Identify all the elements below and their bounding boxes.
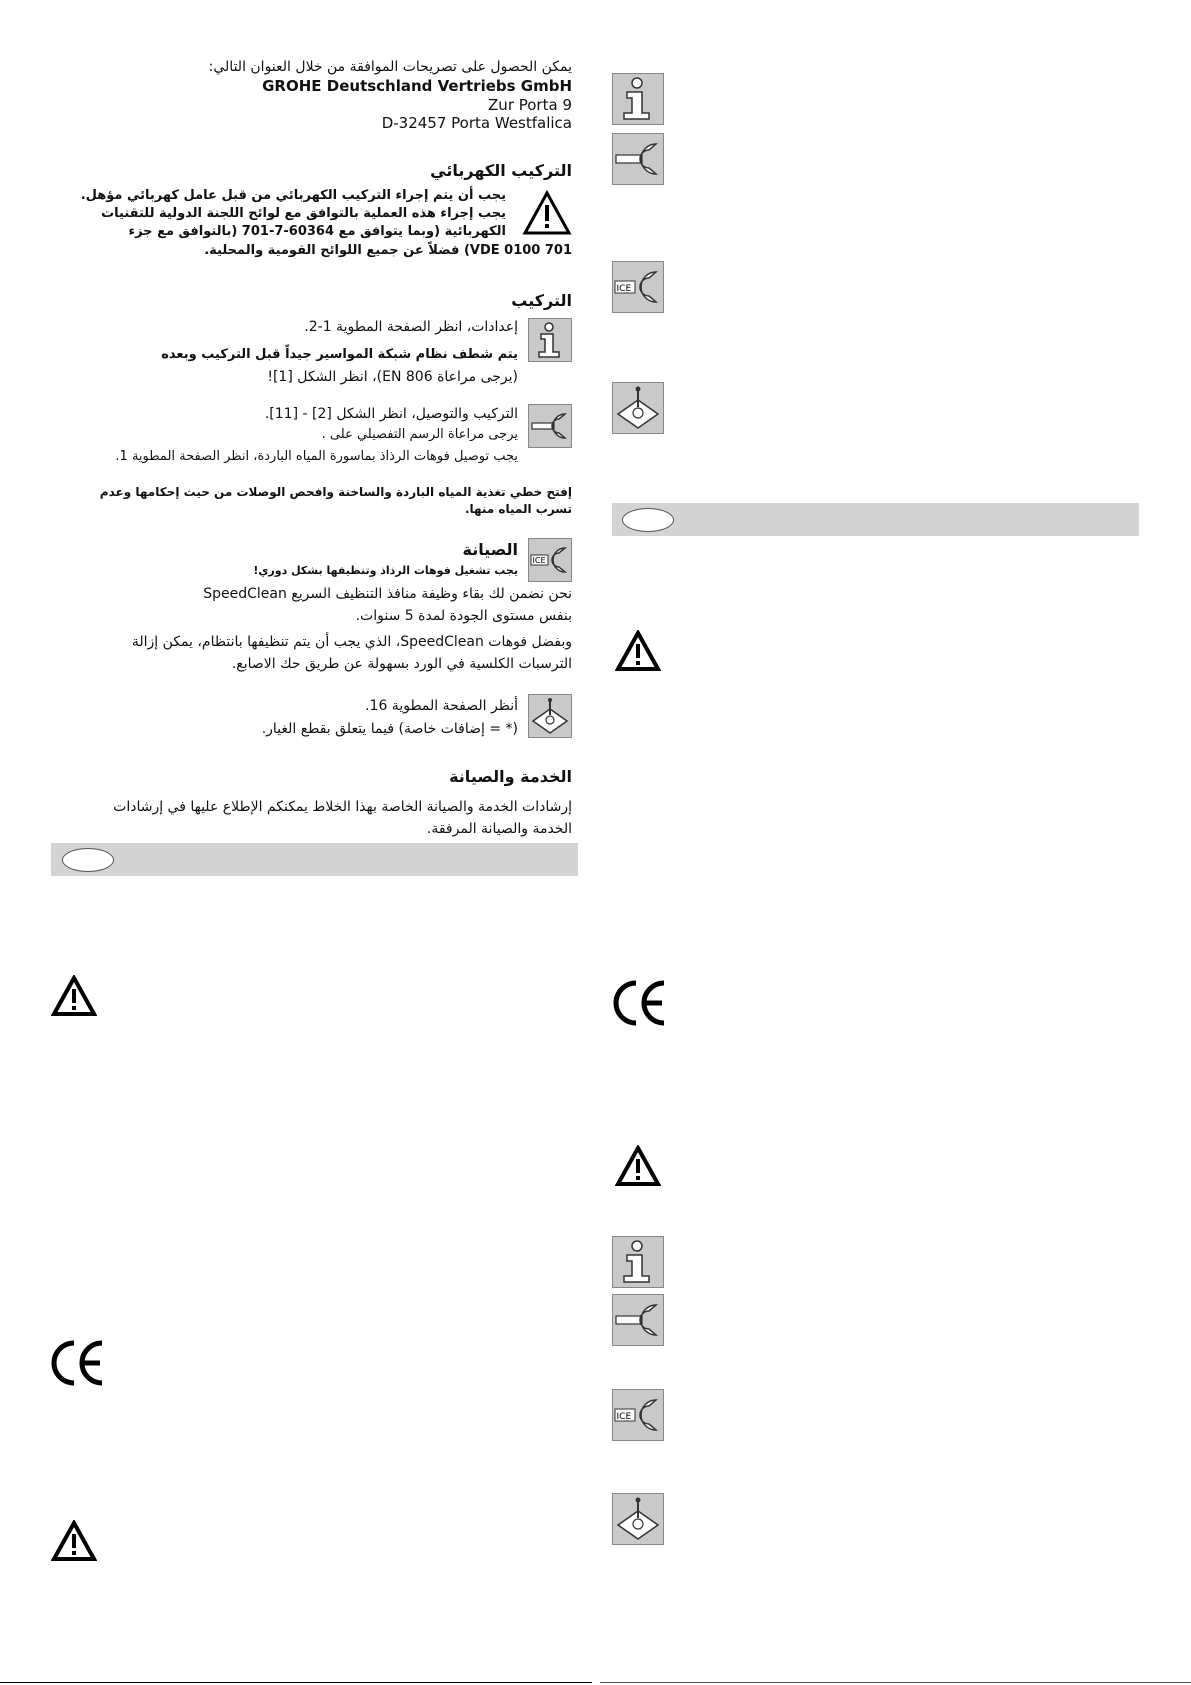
ce-mark-icon xyxy=(612,978,668,1028)
spare-parts-icon xyxy=(612,382,664,434)
electrical-line-3: الكهربائية (وبما يتوافق مع 60364-7-701 (بالتوافق مع جزء xyxy=(128,224,506,239)
speedclean-line-1: نحن نضمن لك بقاء وظيفة منافذ التنظيف السريع SpeedClean xyxy=(203,586,572,602)
speedclean-line-3: وبفضل فوهات SpeedClean، الذي يجب أن يتم تنظيفها بانتظام، يمكن إزالة xyxy=(131,634,572,650)
warning-triangle-icon xyxy=(522,190,572,236)
warning-triangle-icon xyxy=(51,1520,97,1562)
spare-ref: أنظر الصفحة المطوية 16. xyxy=(365,698,518,714)
language-bar-left xyxy=(51,843,578,876)
maintenance-heading: الصيانة xyxy=(462,540,518,559)
ice-label: ICE xyxy=(616,284,632,294)
service-line-1: إرشادات الخدمة والصيانة الخاصة بهذا الخلاط يمكنكم الإطلاع عليها في إرشادات xyxy=(113,799,572,815)
company-city: D-32457 Porta Westfalica xyxy=(381,114,572,132)
installation-prep: إعدادات، انظر الصفحة المطوية 1-2. xyxy=(304,319,518,335)
language-code-oval xyxy=(622,508,674,532)
open-supply-line-2: تسرب المياه منها. xyxy=(464,502,572,516)
spare-note: (* = إضافات خاصة) فيما يتعلق بقطع الغيار. xyxy=(261,721,518,737)
open-supply-line-1: إفتح خطي تغذية المياه الباردة والساخنة وافحص الوصلات من حيث إحكامها وعدم xyxy=(99,485,572,499)
spare-parts-icon xyxy=(612,1493,664,1545)
wrench-icon xyxy=(528,404,572,448)
info-icon xyxy=(612,73,664,125)
installation-heading: التركيب xyxy=(511,291,572,310)
service-heading: الخدمة والصيانة xyxy=(449,767,572,786)
info-icon xyxy=(528,318,572,362)
electrical-heading: التركيب الكهربائي xyxy=(430,161,572,180)
company-name: GROHE Deutschland Vertriebs GmbH xyxy=(262,77,572,95)
ce-mark-icon xyxy=(50,1338,106,1388)
electrical-line-1: يجب أن يتم إجراء التركيب الكهربائي من قبل عامل كهربائي مؤهل. xyxy=(80,188,506,203)
warning-triangle-icon xyxy=(615,1145,661,1187)
ice-label: ICE xyxy=(532,556,546,565)
installation-shower: يجب توصيل فوهات الرذاذ بماسورة المياه الباردة، انظر الصفحة المطوية 1. xyxy=(115,449,518,464)
maintenance-sub: يجب تشغيل فوهات الرذاذ وتنظيفها بشكل دوري! xyxy=(253,564,518,577)
installation-connect: التركيب والتوصيل، انظر الشكل [2] - [11]. xyxy=(264,406,518,422)
warning-triangle-icon xyxy=(615,630,661,672)
info-icon xyxy=(612,1236,664,1288)
flush-line-1: يتم شطف نظام شبكة المواسير جيداً قبل التركيب وبعده xyxy=(161,347,518,362)
ice-label: ICE xyxy=(616,1412,632,1422)
wrench-icon xyxy=(612,1294,664,1346)
speedclean-line-4: الترسبات الكلسية في الورد بسهولة عن طريق حك الاصابع. xyxy=(231,656,572,672)
electrical-line-4: VDE 0100 701) فضلاً عن جميع اللوائح القومية والمحلية. xyxy=(204,243,572,258)
speedclean-line-2: بنفس مستوى الجودة لمدة 5 سنوات. xyxy=(355,608,572,624)
wrench-icon xyxy=(612,133,664,185)
ice-wrench-icon xyxy=(612,261,664,313)
ice-wrench-icon xyxy=(612,1389,664,1441)
flush-line-2: (يرجى مراعاة EN 806)، انظر الشكل [1]! xyxy=(267,369,518,385)
address-intro: يمكن الحصول على تصريحات الموافقة من خلال العنوان التالي: xyxy=(208,59,572,75)
electrical-line-2: يجب إجراء هذه العملية بالتوافق مع لوائح اللجنة الدولية للتقنيات xyxy=(101,206,506,221)
bottom-rule-right xyxy=(600,1682,1191,1683)
service-line-2: الخدمة والصيانة المرفقة. xyxy=(426,821,572,837)
installation-drawing: يرجى مراعاة الرسم التفصيلي على . xyxy=(321,427,518,442)
company-street: Zur Porta 9 xyxy=(488,96,572,114)
language-bar-right xyxy=(612,503,1139,536)
bottom-rule-left xyxy=(0,1682,592,1683)
ice-wrench-icon xyxy=(528,538,572,582)
language-code-oval xyxy=(62,848,114,872)
spare-parts-icon xyxy=(528,694,572,738)
warning-triangle-icon xyxy=(51,975,97,1017)
